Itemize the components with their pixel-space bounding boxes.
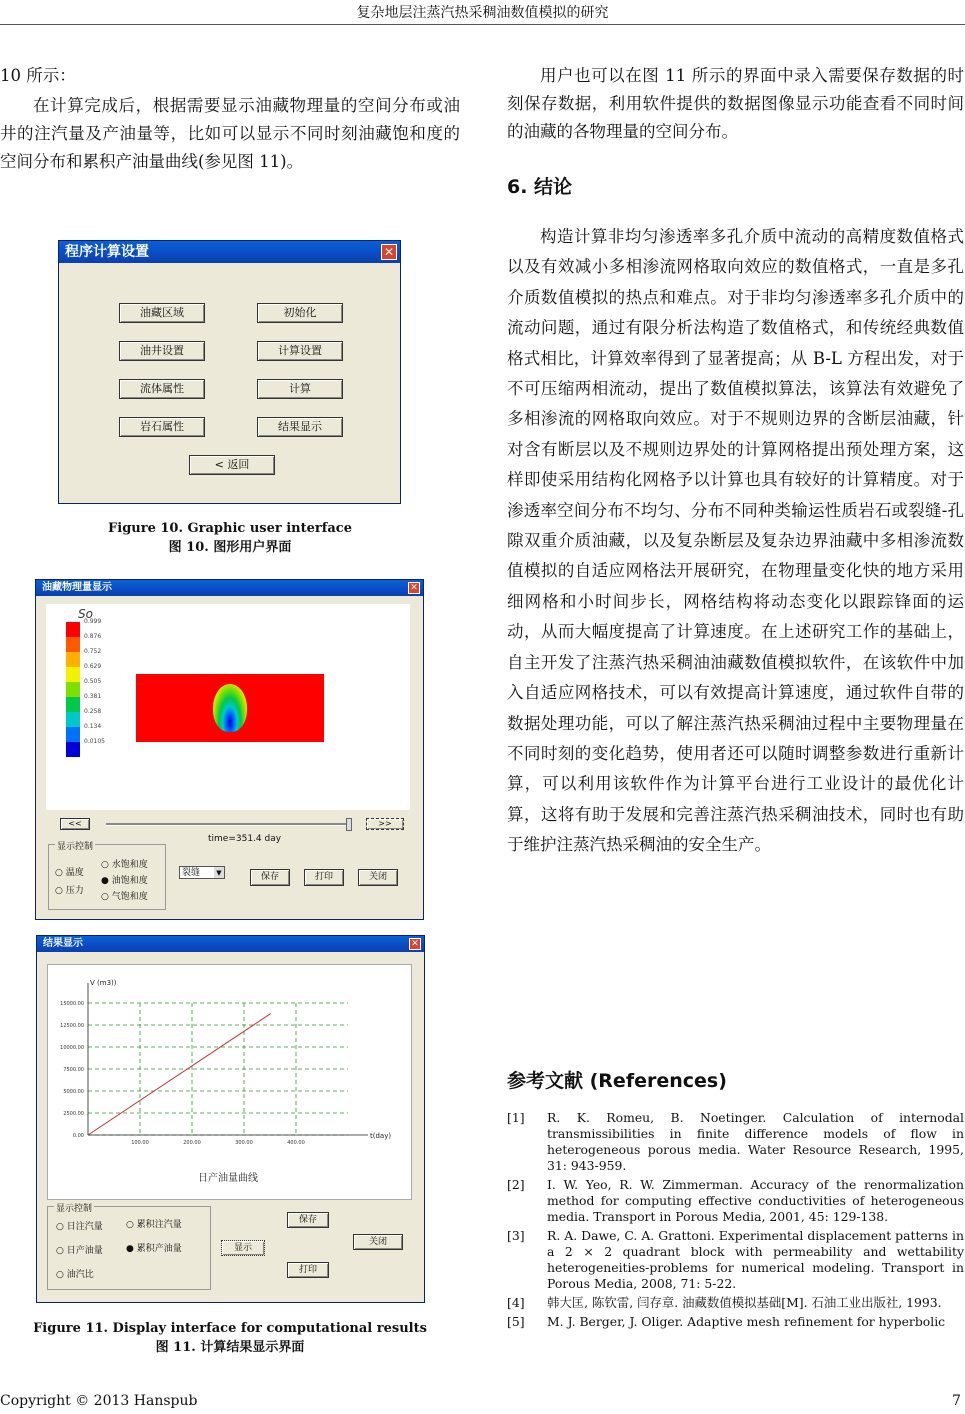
legend-value: 0.381 bbox=[84, 693, 102, 700]
legend-swatch bbox=[66, 727, 80, 742]
reference-text: R. K. Romeu, B. Noetinger. Calculation of internodal transmissibilities in finite difference models of flow in heterogeneous porous media. Water Resource Research, 1995, 31: 943-959. bbox=[547, 1110, 964, 1173]
reference-item bbox=[507, 1314, 964, 1330]
time-slider-handle[interactable] bbox=[346, 818, 352, 831]
production-chart-panel bbox=[47, 964, 412, 1200]
window-title: 结果显示 bbox=[43, 938, 83, 949]
steam-chamber-plume bbox=[213, 684, 247, 732]
fluid-properties-button[interactable]: 流体属性 bbox=[119, 379, 205, 399]
right-paragraph: 用户也可以在图 11 所示的界面中录入需要保存数据的时刻保存数据，利用软件提供的数据图像显示功能查看不同时间的油藏的各物理量的空间分布。 bbox=[507, 66, 964, 141]
close-icon[interactable]: ✕ bbox=[408, 582, 420, 594]
time-label: time=351.4 day bbox=[208, 834, 282, 844]
legend-value: 0.0105 bbox=[84, 738, 105, 745]
compute-button[interactable]: 计算 bbox=[257, 379, 343, 399]
reference-item bbox=[507, 1295, 964, 1311]
running-header: 复杂地层注蒸汽热采稠油数值模拟的研究 bbox=[356, 5, 609, 21]
saturation-plot-area bbox=[46, 604, 410, 810]
program-settings-window bbox=[58, 240, 401, 504]
y-tick-label: 0.00 bbox=[72, 1133, 84, 1139]
well-settings-button[interactable]: 油井设置 bbox=[119, 341, 205, 361]
reference-number: [2] bbox=[507, 1177, 525, 1192]
window-titlebar bbox=[36, 580, 423, 596]
print-button[interactable]: 打印 bbox=[304, 869, 344, 886]
legend-value: 0.999 bbox=[84, 618, 102, 625]
display-control-group bbox=[47, 1206, 211, 1290]
rock-properties-button[interactable]: 岩石属性 bbox=[119, 417, 205, 437]
calc-settings-button[interactable]: 计算设置 bbox=[257, 341, 343, 361]
radio-label: 日产油量 bbox=[66, 1246, 103, 1256]
result-display-button[interactable]: 结果显示 bbox=[257, 417, 343, 437]
radio-pressure[interactable]: ○ 压力 bbox=[55, 886, 84, 896]
show-button[interactable]: 显示 bbox=[221, 1240, 265, 1256]
section6-title: 6. 结论 bbox=[507, 176, 573, 198]
save-button[interactable]: 保存 bbox=[287, 1212, 329, 1228]
figure10-caption-en: Figure 10. Graphic user interface bbox=[108, 521, 352, 536]
layer-dropdown[interactable] bbox=[179, 866, 225, 879]
copyright: Copyright © 2013 Hanspub bbox=[0, 1393, 198, 1409]
radio-daily-steam[interactable]: ○ 日注汽量 bbox=[56, 1222, 103, 1232]
legend-swatch bbox=[66, 637, 80, 652]
initialize-button[interactable]: 初始化 bbox=[257, 303, 343, 323]
radio-label: 压力 bbox=[65, 886, 84, 896]
legend-value: 0.505 bbox=[84, 678, 102, 685]
reference-item bbox=[507, 1177, 964, 1225]
next-button[interactable]: >> bbox=[366, 818, 404, 830]
save-button[interactable]: 保存 bbox=[250, 869, 290, 886]
reservoir-region-button[interactable]: 油藏区域 bbox=[119, 303, 205, 323]
radio-water-saturation[interactable]: ○ 水饱和度 bbox=[101, 860, 148, 870]
reference-number: [4] bbox=[507, 1295, 525, 1310]
legend-swatch bbox=[66, 667, 80, 682]
figure11-caption-en: Figure 11. Display interface for computational results bbox=[33, 1321, 427, 1336]
radio-label: 水饱和度 bbox=[111, 860, 148, 870]
reference-text: I. W. Yeo, R. W. Zimmerman. Accuracy of the renormalization method for computing effective conductivities of heterogeneous media. Transport in Porous Media, 2001, 45: 129-138. bbox=[547, 1177, 964, 1224]
radio-label: 油汽比 bbox=[66, 1270, 94, 1280]
radio-oil-steam-ratio[interactable]: ○ 油汽比 bbox=[56, 1270, 94, 1280]
window-titlebar bbox=[59, 241, 400, 263]
group-label: 显示控制 bbox=[55, 839, 95, 852]
x-tick-label: 100.00 bbox=[131, 1140, 149, 1146]
legend-swatch bbox=[66, 652, 80, 667]
y-tick-label: 15000.00 bbox=[60, 1001, 84, 1007]
legend-value: 0.876 bbox=[84, 633, 102, 640]
prev-button[interactable]: << bbox=[60, 818, 90, 830]
y-axis-label: V (m3)) bbox=[90, 979, 117, 987]
x-tick-label: 300.00 bbox=[235, 1140, 253, 1146]
radio-label: 日注汽量 bbox=[66, 1222, 103, 1232]
legend-swatch bbox=[66, 697, 80, 712]
reservoir-field bbox=[136, 674, 324, 742]
page-number: 7 bbox=[952, 1393, 961, 1409]
dropdown-value: 裂缝 bbox=[182, 868, 201, 878]
chart-title: 日产油量曲线 bbox=[198, 1173, 258, 1184]
reference-number: [1] bbox=[507, 1110, 525, 1125]
window-titlebar bbox=[37, 936, 424, 952]
reservoir-display-window bbox=[35, 579, 424, 920]
y-tick-label: 2500.00 bbox=[63, 1111, 84, 1117]
reference-text: M. J. Berger, J. Oliger. Adaptive mesh refinement for hyperbolic bbox=[547, 1314, 946, 1329]
close-button[interactable]: 关闭 bbox=[353, 1234, 403, 1250]
legend-value: 0.134 bbox=[84, 723, 102, 730]
reference-number: [5] bbox=[507, 1314, 525, 1329]
reference-text: 韩大匡, 陈钦雷, 闫存章. 油藏数值模拟基础[M]. 石油工业出版社, 1993. bbox=[547, 1295, 942, 1310]
radio-cumulative-oil[interactable]: ● 累积产油量 bbox=[126, 1244, 182, 1254]
radio-label: 累积注汽量 bbox=[136, 1220, 182, 1230]
radio-label: 油饱和度 bbox=[111, 876, 148, 886]
legend-value: 0.752 bbox=[84, 648, 102, 655]
time-slider-track[interactable] bbox=[106, 823, 350, 826]
legend-swatch bbox=[66, 712, 80, 727]
radio-temperature[interactable]: ○ 温度 bbox=[55, 868, 84, 878]
header-rule bbox=[0, 24, 965, 25]
window-title: 油藏物理量显示 bbox=[42, 582, 112, 593]
result-display-window bbox=[36, 935, 425, 1303]
legend-value: 0.629 bbox=[84, 663, 102, 670]
figure10-caption-cn: 图 10. 图形用户界面 bbox=[168, 540, 292, 555]
close-button[interactable]: 关闭 bbox=[358, 869, 398, 886]
reference-list bbox=[507, 1110, 964, 1330]
reference-item bbox=[507, 1110, 964, 1174]
close-icon[interactable]: ✕ bbox=[381, 244, 397, 260]
print-button[interactable]: 打印 bbox=[287, 1262, 329, 1278]
y-tick-label: 5000.00 bbox=[63, 1089, 84, 1095]
x-axis-label: t(day) bbox=[370, 1132, 392, 1140]
legend-swatch bbox=[66, 682, 80, 697]
y-tick-label: 12500.00 bbox=[60, 1023, 84, 1029]
display-control-group bbox=[48, 844, 166, 910]
reference-item bbox=[507, 1228, 964, 1292]
close-icon[interactable]: ✕ bbox=[409, 938, 421, 950]
production-chart bbox=[48, 965, 411, 1199]
variable-label: So bbox=[78, 607, 93, 621]
series-line bbox=[88, 1014, 271, 1135]
radio-daily-oil[interactable]: ○ 日产油量 bbox=[56, 1246, 103, 1256]
legend-value: 0.258 bbox=[84, 708, 102, 715]
group-label: 显示控制 bbox=[54, 1201, 94, 1214]
window-title: 程序计算设置 bbox=[65, 244, 149, 260]
left-paragraph: 在计算完成后，根据需要显示油藏物理量的空间分布或油井的注汽量及产油量等，比如可以显示不同时刻油藏饱和度的空间分布和累积产油量曲线(参见图 11)。 bbox=[0, 96, 460, 171]
radio-gas-saturation[interactable]: ○ 气饱和度 bbox=[101, 892, 148, 902]
back-button[interactable]: < 返回 bbox=[189, 455, 275, 475]
radio-oil-saturation[interactable]: ● 油饱和度 bbox=[101, 876, 148, 886]
y-tick-label: 10000.00 bbox=[60, 1045, 84, 1051]
radio-cumulative-steam[interactable]: ○ 累积注汽量 bbox=[126, 1220, 182, 1230]
conclusion-paragraph: 构造计算非均匀渗透率多孔介质中流动的高精度数值格式以及有效减小多相渗流网格取向效应的数值格式，一直是多孔介质数值模拟的热点和难点。对于非均匀渗透率多孔介质中的流动问题，通过有限分析法构造了数值格式，和传统经典数值格式相比，计算效率得到了显著提高；从 B-L 方程出发，对于不可压缩两相流动，提出了数值模拟算法，该算法有效避免了多相渗流的网格取向效应。对于不规则边界的含断层油藏，针对含有断层以及不规则边界处的计算网格提出预处理方案，这样即使采用结构化网格予以计算也具有较好的计算精度。对于渗透率空间分布不均匀、分布不同种类输运性质岩石或裂缝-孔隙双重介质油藏，以及复杂断层及复杂边界油藏中多相渗流数值模拟的自适应网格法开展研究，在物理量变化快的地方采用细网格和小时间步长，网格结构将动态变化以跟踪锋面的运动，从而大幅度提高了计算速度。在上述研究工作的基础上，自主开发了注蒸汽热采稠油油藏数值模拟软件，在该软件中加入自适应网格技术，可以有效提高计算速度，通过软件自带的数据处理功能，可以了解注蒸汽热采稠油过程中主要物理量在不同时刻的变化趋势，使用者还可以随时调整参数进行重新计算，可以利用该软件作为计算平台进行工业设计的最优化计算，这将有助于发展和完善注蒸汽热采稠油技术，同时也有助于维护注蒸汽热采稠油的安全生产。 bbox=[507, 227, 964, 855]
x-tick-label: 200.00 bbox=[183, 1140, 201, 1146]
figure11-caption-cn: 图 11. 计算结果显示界面 bbox=[155, 1340, 305, 1355]
x-tick-label: 400.00 bbox=[287, 1140, 305, 1146]
radio-label: 温度 bbox=[65, 868, 84, 878]
intro-line: 10 所示： bbox=[0, 66, 76, 85]
legend-swatch bbox=[66, 742, 80, 757]
chevron-down-icon[interactable]: ▼ bbox=[214, 867, 224, 878]
legend-swatch bbox=[66, 622, 80, 637]
radio-label: 累积产油量 bbox=[136, 1244, 182, 1254]
references-title: 参考文献 (References) bbox=[507, 1070, 727, 1092]
y-tick-label: 7500.00 bbox=[63, 1067, 84, 1073]
radio-label: 气饱和度 bbox=[111, 892, 148, 902]
reference-number: [3] bbox=[507, 1228, 525, 1243]
reference-text: R. A. Dawe, C. A. Grattoni. Experimental displacement patterns in a 2 × 2 quadrant block with permeability and wettability heterogeneities-problems for numerical modeling. Transport in Porous Media, 2008, 71: 5-22. bbox=[547, 1228, 964, 1291]
